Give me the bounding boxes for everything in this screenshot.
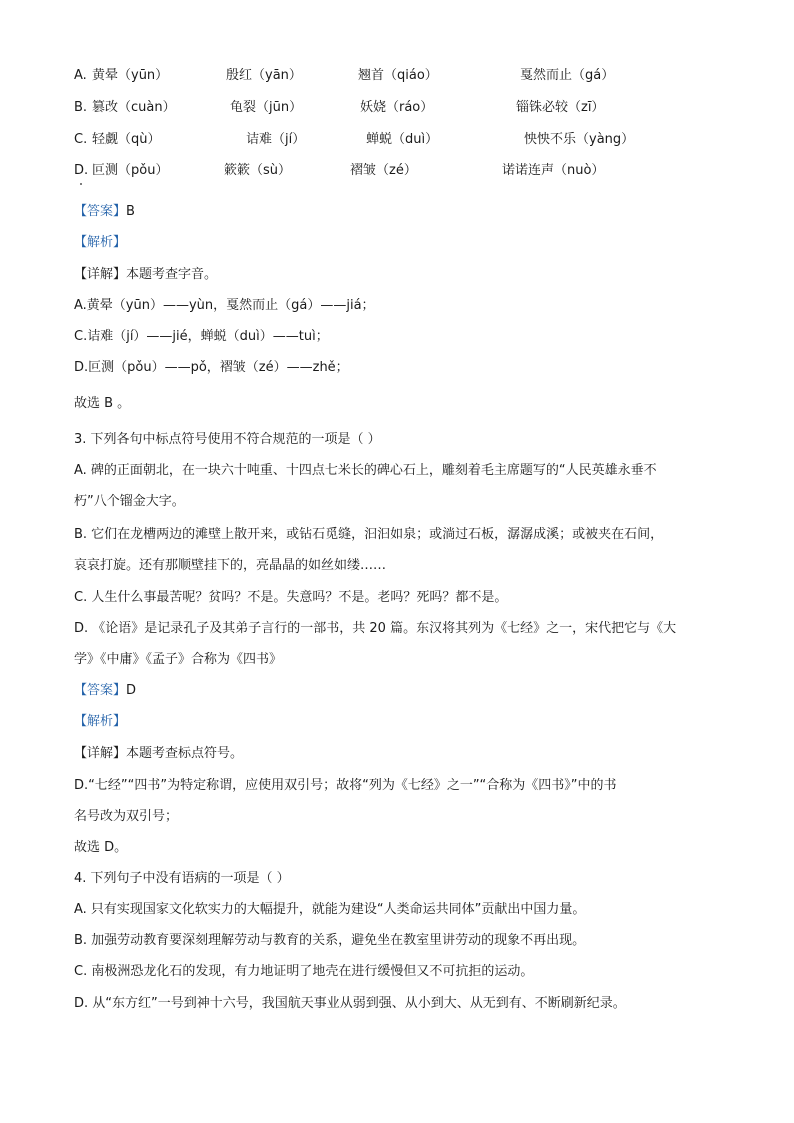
q2-option-d-item-1: 叵测（pǒu）	[92, 163, 169, 178]
q3-option-a-line-2: 朽”八个镏金大字。	[74, 494, 185, 509]
q3-answer	[74, 682, 136, 700]
q3-option-b-line-2: 哀哀打旋。还有那顺壁挂下的，亮晶晶的如丝如缕……	[74, 558, 387, 573]
q2-option-a-item-2: 殷红（yān）	[226, 68, 302, 83]
q3-conclusion: 故选 D。	[74, 840, 128, 855]
q4-option-c: C. 南极洲恐龙化石的发现，有力地证明了地壳在进行缓慢但又不可抗拒的运动。	[74, 964, 534, 979]
q2-option-a-item-1: 黄晕（yūn）	[92, 68, 169, 83]
q2-detail	[74, 266, 217, 284]
q2-option-d-label: D.	[74, 163, 89, 178]
q2-analysis-tag: 【解析】	[74, 235, 127, 250]
q3-answer-value: D	[126, 683, 137, 698]
q3-answer-tag: 【答案】	[74, 683, 127, 698]
q2-option-a-item-3: 翘首（qiáo）	[358, 68, 438, 83]
q2-option-d-item-4: 诺诺连声（nuò）	[502, 163, 605, 178]
q2-option-b-item-4: 锱铢必较（zī）	[516, 100, 605, 115]
q2-option-d-item-2: 簌簌（sù）	[224, 163, 292, 178]
q2-option-b-item-3: 妖娆（ráo）	[360, 100, 434, 115]
q2-option-c-item-4: 怏怏不乐（yàng）	[524, 132, 635, 147]
q3-note-line-1: D.“七经”“四书”为特定称谓，应使用双引号；故将“列为《七经》之一”“合称为《四书》”中的书	[74, 778, 617, 793]
q4-option-d: D. 从“东方红”一号到神十六号，我国航天事业从弱到强、从小到大、从无到有、不断刷新纪录。	[74, 996, 626, 1011]
q2-detail-text: 本题考查字音。	[126, 267, 218, 282]
q3-option-d-line-1: D. 《论语》是记录孔子及其弟子言行的一部书，共 20 篇。东汉将其列为《七经》之一，宋代把它与《大	[74, 621, 677, 636]
q3-detail-text: 本题考查标点符号。	[126, 746, 244, 761]
q2-conclusion: 故选 B 。	[74, 396, 131, 411]
q2-note-a: A.黄晕（yūn）——yùn，戛然而止（gá）——jiá；	[74, 298, 375, 313]
q3-detail-tag: 【详解】	[74, 746, 127, 761]
q2-answer-value: B	[126, 204, 135, 219]
q2-detail-tag: 【详解】	[74, 267, 127, 282]
q3-detail	[74, 745, 243, 763]
q2-option-c-item-2: 诘难（jí）	[246, 132, 306, 147]
q2-option-c-item-3: 蝉蜕（duì）	[366, 132, 439, 147]
q3-note-line-2: 名号改为双引号；	[74, 809, 179, 824]
q2-option-d-item-3: 褶皱（zé）	[350, 163, 417, 178]
q2-option-b-item-1: 篡改（cuàn）	[92, 100, 176, 115]
q2-option-c-label: C.	[74, 132, 88, 147]
q2-note-d: D.叵测（pǒu）——pǒ，褶皱（zé）——zhě；	[74, 360, 349, 375]
q2-note-c: C.诘难（jí）——jié，蝉蜕（duì）——tuì；	[74, 329, 329, 344]
q2-option-b-item-2: 龟裂（jūn）	[230, 100, 303, 115]
q3-option-b-line-1: B. 它们在龙槽两边的滩壁上散开来，或钻石觅缝，汩汩如泉；或淌过石板，潺潺成溪；或被夹在石间，	[74, 527, 664, 542]
q4-stem: 4. 下列句子中没有语病的一项是（ ）	[74, 871, 290, 886]
q2-answer	[74, 203, 135, 221]
q2-option-b-label: B.	[74, 100, 88, 115]
q4-option-a: A. 只有实现国家文化软实力的大幅提升，就能为建设“人类命运共同体”贡献出中国力量。	[74, 902, 586, 917]
q3-analysis-tag: 【解析】	[74, 714, 127, 729]
q3-stem: 3. 下列各句中标点符号使用不符合规范的一项是（ ）	[74, 432, 381, 447]
q2-answer-tag: 【答案】	[74, 204, 127, 219]
q2-option-c-item-1: 轻觑（qù）	[92, 132, 161, 147]
q2-option-a-label: A.	[74, 68, 87, 83]
stray-dot	[80, 183, 82, 185]
q3-option-a-line-1: A. 碑的正面朝北，在一块六十吨重、十四点七米长的碑心石上，雕刻着毛主席题写的“人民英雄永垂不	[74, 463, 657, 478]
q3-option-c: C. 人生什么事最苦呢？贫吗？不是。失意吗？不是。老吗？死吗？都不是。	[74, 590, 508, 605]
q3-option-d-line-2: 学》《中庸》《孟子》合称为《四书》	[74, 652, 283, 667]
q2-option-a-item-4: 戛然而止（gá）	[520, 68, 615, 83]
q4-option-b: B. 加强劳动教育要深刻理解劳动与教育的关系，避免坐在教室里讲劳动的现象不再出现。	[74, 933, 586, 948]
